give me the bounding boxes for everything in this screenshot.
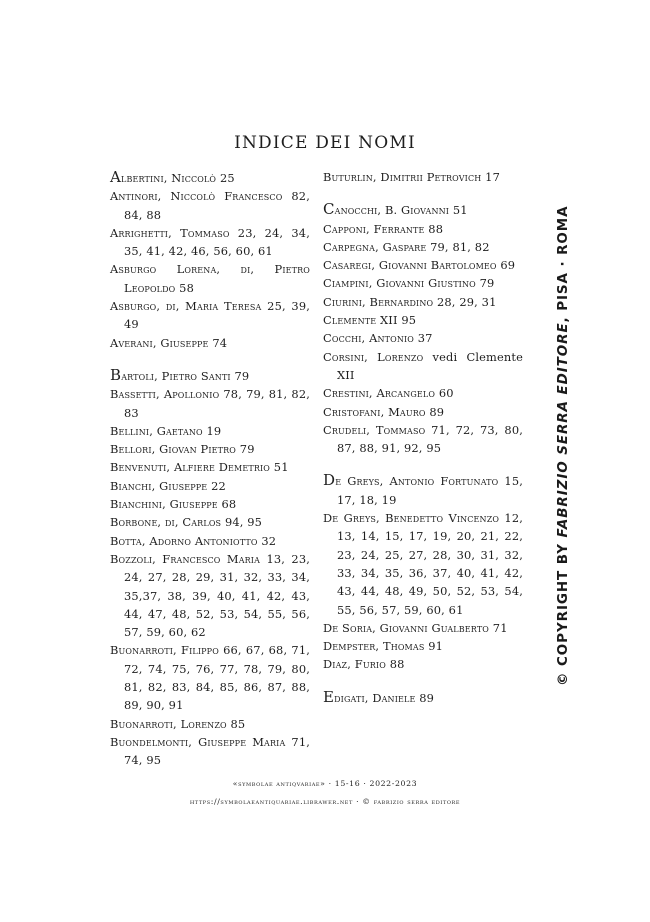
index-entry: [323, 637, 523, 655]
index-entry: [323, 238, 523, 256]
copyright-vertical: [555, 206, 571, 686]
index-entry: [110, 440, 310, 458]
entry-pages: 22: [211, 478, 226, 493]
entry-pages: 79, 81, 82: [430, 239, 490, 254]
entry-pages: 12, 13, 14, 15, 17, 19, 20, 21, 22, 23, 24, 25, 27, 28, 30, 31, 32, 33, 34, 35, 36, 37, 40, 41, 42, 43, 44, 48, 49, 50, 52, 53, 54, 55, 56, 57, 59, 60, 61: [337, 511, 523, 617]
entry-name: Arrighetti, Tommaso: [110, 225, 230, 240]
entry-name: Asburgo, di, Maria Teresa: [110, 299, 262, 314]
entry-name: Dempster, Thomas: [323, 639, 425, 654]
copyright-prefix: © COPYRIGHT BY: [555, 537, 571, 686]
entry-pages: 68: [221, 497, 237, 512]
entry-pages: 66, 67, 68, 71, 72, 74, 75, 76, 77, 78, 79, 80, 81, 82, 83, 84, 85, 86, 87, 88, 89, 90, 91: [124, 643, 310, 713]
entry-name: Cocchi, Antonio: [323, 331, 414, 346]
entry-name: Casaregi, Giovanni Bartolomeo: [323, 258, 497, 273]
index-column-left: [110, 168, 310, 770]
index-entry: [323, 384, 523, 402]
entry-name: Botta, Adorno Antoniotto: [110, 533, 258, 548]
entry-name: Asburgo Lorena, di, Pietro Leopoldo: [110, 262, 310, 295]
entry-name: De Greys, Benedetto Vincenzo: [323, 511, 500, 526]
index-entry: [110, 385, 310, 422]
entry-name: Benvenuti, Alfiere Demetrio: [110, 460, 271, 475]
entry-name: Bellori, Giovan Pietro: [110, 442, 237, 457]
entry-name: Canocchi, B. Giovanni: [323, 200, 450, 219]
entry-name: Bartoli, Pietro Santi: [110, 365, 231, 384]
entry-name: Clemente XII: [323, 313, 398, 328]
entry-name: Carpegna, Gaspare: [323, 239, 427, 254]
index-entry: [323, 348, 523, 385]
index-entry: [110, 550, 310, 641]
index-entry: [323, 311, 523, 329]
entry-pages: 71, 72, 73, 80, 87, 88, 91, 92, 95: [337, 422, 523, 456]
index-entry: [323, 329, 523, 347]
entry-name: Ciampini, Giovanni Giustino: [323, 276, 476, 291]
entry-name: Capponi, Ferrante: [323, 221, 425, 236]
entry-name: Bozzoli, Francesco Maria: [110, 551, 261, 566]
entry-pages: 82, 84, 88: [124, 189, 310, 222]
entry-pages: 89: [429, 404, 445, 419]
entry-pages: 71, 74, 95: [124, 734, 310, 768]
entry-pages: 89: [419, 690, 435, 705]
entry-pages: 13, 23, 24, 27, 28, 29, 31, 32, 33, 34, 35,37, 38, 39, 40, 41, 42, 43, 44, 47, 48, 52, 53, 54, 55, 56, 57, 59, 60, 62: [124, 551, 310, 640]
entry-name: De Soria, Giovanni Gualberto: [323, 620, 490, 635]
entry-name: Buonarroti, Lorenzo: [110, 716, 227, 731]
entry-name: Borbone, di, Carlos: [110, 515, 222, 530]
entry-name: De Greys, Antonio Fortunato: [323, 471, 499, 490]
index-entry: [110, 334, 310, 352]
index-entry: [110, 513, 310, 531]
index-entry: [323, 256, 523, 274]
index-entry: [110, 366, 310, 385]
entry-name: Bianchi, Giuseppe: [110, 478, 208, 493]
index-entry: [323, 403, 523, 421]
entry-name: Bassetti, Apollonio: [110, 387, 220, 402]
index-entry: [110, 422, 310, 440]
entry-pages: 85: [230, 716, 246, 731]
index-entry: [323, 619, 523, 637]
index-entry: [323, 655, 523, 673]
entry-pages: 95: [401, 313, 417, 328]
entry-pages: 79: [479, 276, 495, 291]
entry-pages: 69: [500, 258, 516, 273]
entry-name: Bianchini, Giuseppe: [110, 497, 218, 512]
entry-pages: 78, 79, 81, 82, 83: [124, 387, 310, 420]
entry-pages: 37: [417, 331, 433, 346]
entry-name: Crudeli, Tommaso: [323, 422, 426, 437]
entry-name: Crestini, Arcangelo: [323, 386, 436, 401]
entry-pages: 51: [273, 460, 289, 475]
index-entry: [110, 495, 310, 513]
letter-gap: [323, 186, 523, 200]
entry-pages: 88: [428, 221, 444, 236]
index-entry: [323, 509, 523, 619]
entry-name: Bellini, Gaetano: [110, 423, 203, 438]
letter-gap: [110, 352, 310, 366]
letter-gap: [323, 457, 523, 471]
entry-pages: 51: [452, 203, 468, 218]
entry-pages: 71: [492, 620, 508, 635]
index-entry: [323, 421, 523, 458]
entry-pages: 28, 29, 31: [437, 294, 497, 309]
index-entry: [110, 715, 310, 733]
index-entry: [323, 220, 523, 238]
index-entry: [323, 293, 523, 311]
letter-gap: [323, 674, 523, 688]
index-column-right: [323, 168, 523, 707]
entry-pages: 79: [239, 442, 255, 457]
entry-name: Buturlin, Dimitrii Petrovich: [323, 170, 482, 184]
entry-name: Albertini, Niccolò: [110, 168, 217, 186]
index-entry: [110, 641, 310, 714]
entry-name: Buondelmonti, Giuseppe Maria: [110, 734, 286, 749]
entry-pages: 32: [261, 533, 277, 548]
entry-name: Antinori, Niccolò Francesco: [110, 189, 283, 204]
index-entry: [110, 168, 310, 187]
copyright-publisher: FABRIZIO SERRA EDITORE: [555, 322, 571, 538]
entry-pages: 74: [212, 335, 228, 350]
index-entry: [110, 297, 310, 334]
entry-pages: 15, 17, 18, 19: [337, 474, 523, 507]
entry-pages: 25, 39, 49: [124, 299, 310, 332]
index-entry: [110, 260, 310, 297]
index-entry: [323, 471, 523, 509]
entry-name: Buonarroti, Filippo: [110, 643, 219, 658]
entry-name: Averani, Giuseppe: [110, 335, 209, 350]
entry-pages: 88: [389, 657, 405, 672]
index-entry: [323, 274, 523, 292]
entry-name: Diaz, Furio: [323, 657, 386, 672]
copyright-suffix: , PISA · ROMA: [555, 205, 571, 323]
entry-name: Cristofani, Mauro: [323, 404, 426, 419]
entry-name: Corsini, Lorenzo: [323, 349, 424, 364]
entry-name: Edigati, Daniele: [323, 687, 416, 706]
entry-pages: 23, 24, 34, 35, 41, 42, 46, 56, 60, 61: [124, 225, 310, 259]
index-entry: [110, 224, 310, 261]
index-entry: [110, 187, 310, 224]
index-entry: [110, 532, 310, 550]
entry-pages: 17: [485, 170, 500, 184]
page-title: INDICE DEI NOMI: [234, 133, 416, 153]
entry-pages: 60: [438, 386, 454, 401]
entry-pages: 25: [219, 171, 235, 185]
index-entry: [323, 168, 523, 186]
entry-pages: 94, 95: [224, 515, 263, 530]
index-entry: [323, 688, 523, 707]
publisher-footer: https://symbolaeantiquariae.librawer.net · © fabrizio serra editore: [189, 797, 461, 806]
index-entry: [110, 458, 310, 476]
index-entry: [110, 477, 310, 495]
entry-pages: vedi Clemente XII: [337, 349, 523, 382]
index-entry: [323, 200, 523, 219]
entry-pages: 58: [179, 280, 194, 295]
index-entry: [110, 733, 310, 770]
entry-pages: 19: [206, 423, 222, 438]
entry-pages: 79: [234, 368, 250, 383]
entry-name: Ciurini, Bernardino: [323, 294, 434, 309]
journal-footer: «symbolae antiqvariae» · 15-16 · 2022-2023: [232, 779, 418, 788]
entry-pages: 91: [428, 639, 444, 654]
